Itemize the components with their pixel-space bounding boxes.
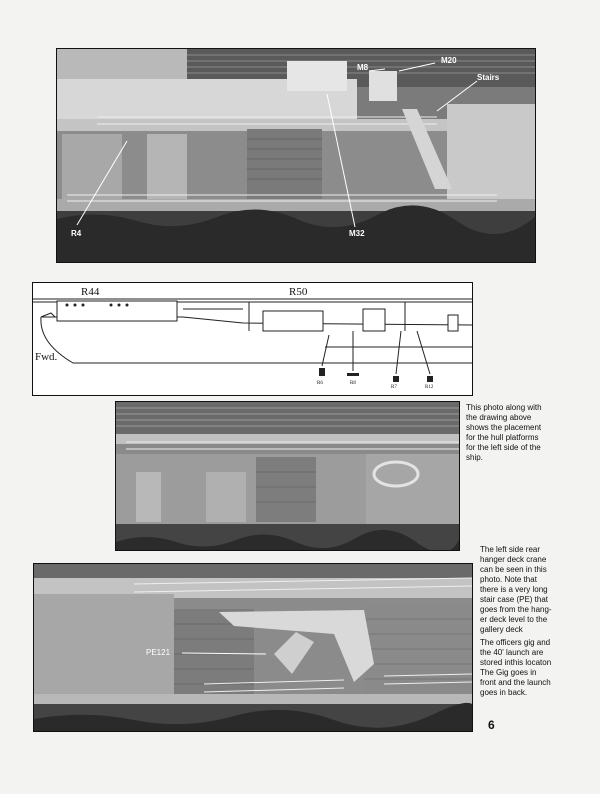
caption-line: there is a very long — [480, 585, 548, 594]
drawing-label-r44: R44 — [81, 286, 100, 298]
caption-line: gallery deck — [480, 625, 523, 634]
photo-2-caption — [466, 403, 576, 463]
caption-line: for the hull platforms — [466, 433, 539, 442]
label-stairs: Stairs — [477, 73, 500, 82]
drawing-outline — [33, 283, 472, 395]
caption-line: for the left side of the — [466, 443, 541, 452]
caption-line: The Gig goes in — [480, 668, 537, 677]
photo-2-image — [116, 402, 459, 550]
hull-platform-drawing — [32, 282, 473, 396]
caption-line: front and the launch — [480, 678, 551, 687]
caption-line: This photo along with — [466, 403, 542, 412]
photo-left-side-platforms — [115, 401, 460, 551]
caption-line: goes in back. — [480, 688, 528, 697]
caption-line: ship. — [466, 453, 483, 462]
caption-line: stair case (PE) that — [480, 595, 549, 604]
drawing-label-r7: R7 — [391, 385, 397, 390]
label-m32: M32 — [349, 229, 365, 238]
drawing-label-r6: R6 — [317, 381, 323, 386]
caption-line: er deck level to the — [480, 615, 548, 624]
photo-3-image — [34, 564, 472, 731]
label-m20: M20 — [441, 56, 457, 65]
caption-line: hanger deck crane — [480, 555, 547, 564]
photo-3-caption-boats — [480, 638, 590, 698]
caption-line: photo. Note that — [480, 575, 537, 584]
caption-line: the 40' launch are — [480, 648, 544, 657]
photo-rear-hanger-crane — [33, 563, 473, 732]
label-m8: M8 — [357, 63, 369, 72]
drawing-label-r8: R8 — [350, 381, 356, 386]
caption-line: can be seen in this — [480, 565, 547, 574]
drawing-label-r50: R50 — [289, 286, 308, 298]
page-number: 6 — [488, 718, 495, 732]
label-r4: R4 — [71, 229, 82, 238]
photo-1-image — [57, 49, 535, 262]
photo-3-caption-crane — [480, 545, 590, 635]
caption-line: goes from the hang- — [480, 605, 552, 614]
caption-line: shows the placement — [466, 423, 542, 432]
caption-line: the drawing above — [466, 413, 532, 422]
photo-hull-platforms — [56, 48, 536, 263]
caption-line: The officers gig and — [480, 638, 551, 647]
label-pe121: PE121 — [146, 648, 171, 657]
caption-line: The left side rear — [480, 545, 541, 554]
caption-line: stored inthis locaton — [480, 658, 552, 667]
drawing-label-fwd: Fwd. — [35, 351, 58, 363]
drawing-label-r12: R12 — [425, 385, 434, 390]
